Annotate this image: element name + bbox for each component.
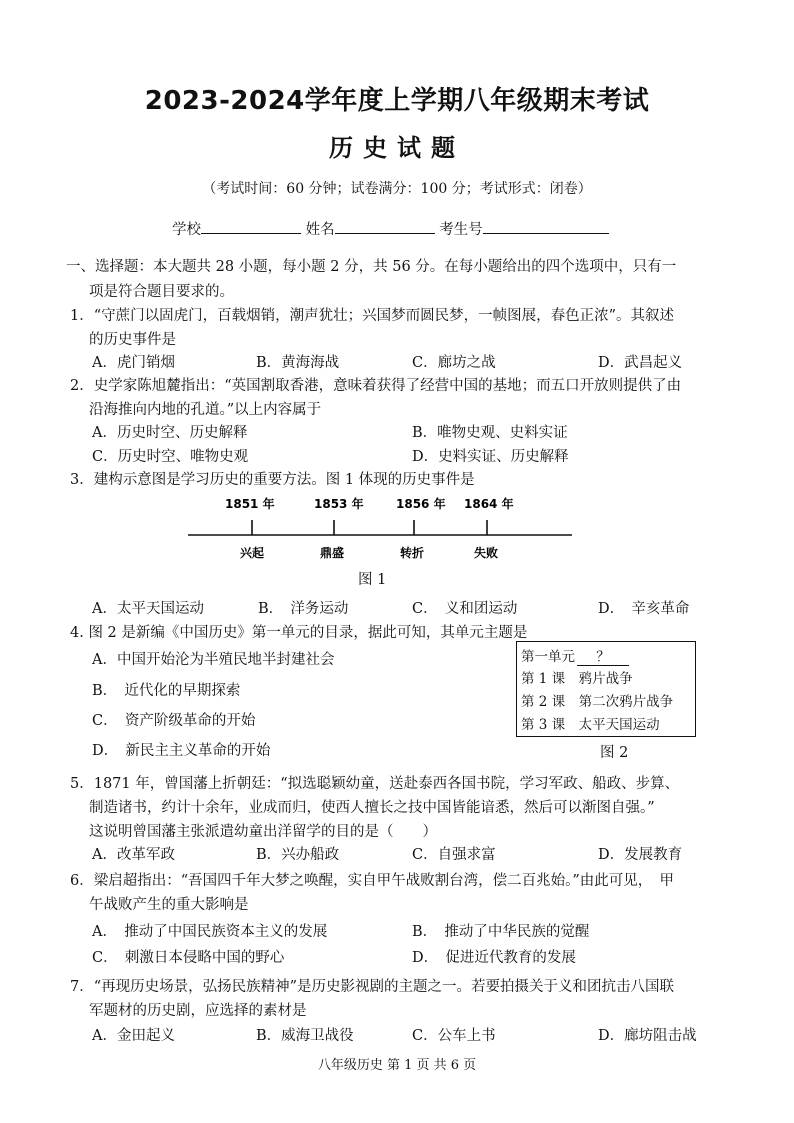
q4-option-c[interactable]: C． 资产阶级革命的开始 (92, 713, 256, 729)
q3-stem-line1: 3．建构示意图是学习历史的重要方法。图 1 体现的历史事件是 (70, 472, 475, 488)
unit-contents-box (516, 641, 696, 737)
q3-option-a[interactable]: A．太平天国运动 (92, 601, 204, 617)
lesson-3: 第 3 课 太平天国运动 (521, 717, 660, 733)
q6-option-a[interactable]: A． 推动了中国民族资本主义的发展 (92, 924, 328, 940)
unit-blank: ？ (577, 645, 629, 666)
q7-option-a[interactable]: A．金田起义 (92, 1028, 175, 1044)
q3-option-c[interactable]: C． 义和团运动 (412, 601, 518, 617)
q5-stem-line3: 这说明曾国藩主张派遣幼童出洋留学的目的是（ ） (89, 824, 437, 840)
q2-option-c[interactable]: C．历史时空、唯物史观 (92, 449, 249, 465)
q7-stem-line2: 军题材的历史剧，应选择的素材是 (89, 1003, 307, 1019)
timeline-stage-2: 鼎盛 (320, 546, 345, 560)
exam-title: 2023-2024学年度上学期八年级期末考试 (144, 86, 650, 116)
school-label: 学校 (172, 222, 201, 238)
q5-option-b[interactable]: B．兴办船政 (256, 847, 340, 863)
section-instructions-line2: 项是符合题目要求的。 (89, 284, 234, 300)
timeline-figure (180, 490, 580, 565)
q7-stem-line1: 7．“再现历史场景，弘扬民族精神”是历史影视剧的主题之一。若要拍摄关于义和团抗击八国联 (70, 979, 675, 995)
q3-option-d[interactable]: D． 辛亥革命 (598, 601, 690, 617)
page-footer: 八年级历史 第 1 页 共 6 页 (317, 1058, 477, 1073)
figure-2-label: 图 2 (600, 745, 629, 761)
q2-option-d[interactable]: D．史料实证、历史解释 (412, 449, 569, 465)
lesson-1: 第 1 课 鸦片战争 (521, 671, 633, 687)
q4-stem-line1: 4. 图 2 是新编《中国历史》第一单元的目录，据此可知，其单元主题是 (70, 625, 528, 641)
exam-number-field[interactable] (483, 219, 609, 234)
q4-option-a[interactable]: A．中国开始沦为半殖民地半封建社会 (92, 652, 335, 668)
q2-stem-line2: 沿海推向内地的孔道。”以上内容属于 (89, 402, 322, 418)
q6-stem-line2: 午战败产生的重大影响是 (89, 897, 249, 913)
q2-stem-line1: 2．史学家陈旭麓指出：“英国割取香港，意味着获得了经营中国的基地；而五口开放则提供了由 (70, 378, 682, 394)
q5-option-d[interactable]: D．发展教育 (598, 847, 683, 863)
q1-stem-line2: 的历史事件是 (89, 332, 176, 348)
lesson-2: 第 2 课 第二次鸦片战争 (521, 694, 674, 710)
q6-stem-line1: 6．梁启超指出：“吾国四千年大梦之唤醒，实自甲午战败割台湾，偿二百兆始。”由此可见， 甲 (70, 873, 675, 889)
name-label: 姓名 (305, 222, 335, 238)
q6-option-c[interactable]: C． 刺激日本侵略中国的野心 (92, 950, 285, 966)
q2-option-b[interactable]: B．唯物史观、史料实证 (412, 425, 568, 441)
unit-title: 第一单元 ？ (521, 645, 629, 666)
section-instructions-line1: 一、选择题：本大题共 28 小题，每小题 2 分，共 56 分。在每小题给出的四个选项中，只有一 (66, 259, 677, 275)
exam-number-label: 考生号 (439, 222, 483, 238)
q1-option-b[interactable]: B．黄海海战 (256, 355, 340, 371)
timeline-stage-3: 转折 (400, 546, 425, 560)
school-field[interactable] (201, 219, 301, 234)
q1-option-d[interactable]: D．武昌起义 (598, 355, 683, 371)
timeline-year-1: 1851 年 (225, 497, 275, 511)
name-field[interactable] (335, 219, 435, 234)
q6-option-d[interactable]: D． 促进近代教育的发展 (412, 950, 576, 966)
q5-stem-line2: 制造诸书，约计十余年，业成而归，使西人擅长之技中国皆能谙悉，然后可以渐图自强。” (89, 800, 655, 816)
q4-option-b[interactable]: B． 近代化的早期探索 (92, 683, 241, 699)
q4-option-d[interactable]: D． 新民主主义革命的开始 (92, 743, 271, 759)
timeline-stage-1: 兴起 (240, 546, 265, 560)
timeline-year-4: 1864 年 (464, 497, 514, 511)
q3-option-b[interactable]: B． 洋务运动 (258, 601, 349, 617)
q1-option-a[interactable]: A．虎门销烟 (92, 355, 175, 371)
exam-info: （考试时间：60 分钟；试卷满分：100 分；考试形式：闭卷） (202, 181, 592, 197)
student-info-fields (172, 218, 609, 239)
figure-1-label: 图 1 (358, 572, 387, 588)
q5-stem-line1: 5．1871 年，曾国藩上折朝廷：“拟选聪颖幼童，送赴泰西各国书院，学习军政、船政、步算、 (70, 776, 680, 792)
q1-stem-line1: 1．“守蔗门以固虎门，百载烟销，潮声犹壮；兴国梦而圆民梦，一帧图展，春色正浓”。其叙述 (70, 308, 675, 324)
q1-option-c[interactable]: C．廊坊之战 (412, 355, 496, 371)
timeline-stage-4: 失败 (474, 546, 499, 560)
q7-option-b[interactable]: B．威海卫战役 (256, 1028, 354, 1044)
q2-option-a[interactable]: A．历史时空、历史解释 (92, 425, 248, 441)
timeline-year-3: 1856 年 (396, 497, 446, 511)
timeline-year-2: 1853 年 (314, 497, 364, 511)
q6-option-b[interactable]: B． 推动了中华民族的觉醒 (412, 924, 590, 940)
q5-option-a[interactable]: A．改革军政 (92, 847, 175, 863)
q7-option-c[interactable]: C．公车上书 (412, 1028, 496, 1044)
q5-option-c[interactable]: C．自强求富 (412, 847, 496, 863)
q7-option-d[interactable]: D．廊坊阻击战 (598, 1028, 697, 1044)
exam-subtitle: 历史试题 (329, 134, 465, 162)
